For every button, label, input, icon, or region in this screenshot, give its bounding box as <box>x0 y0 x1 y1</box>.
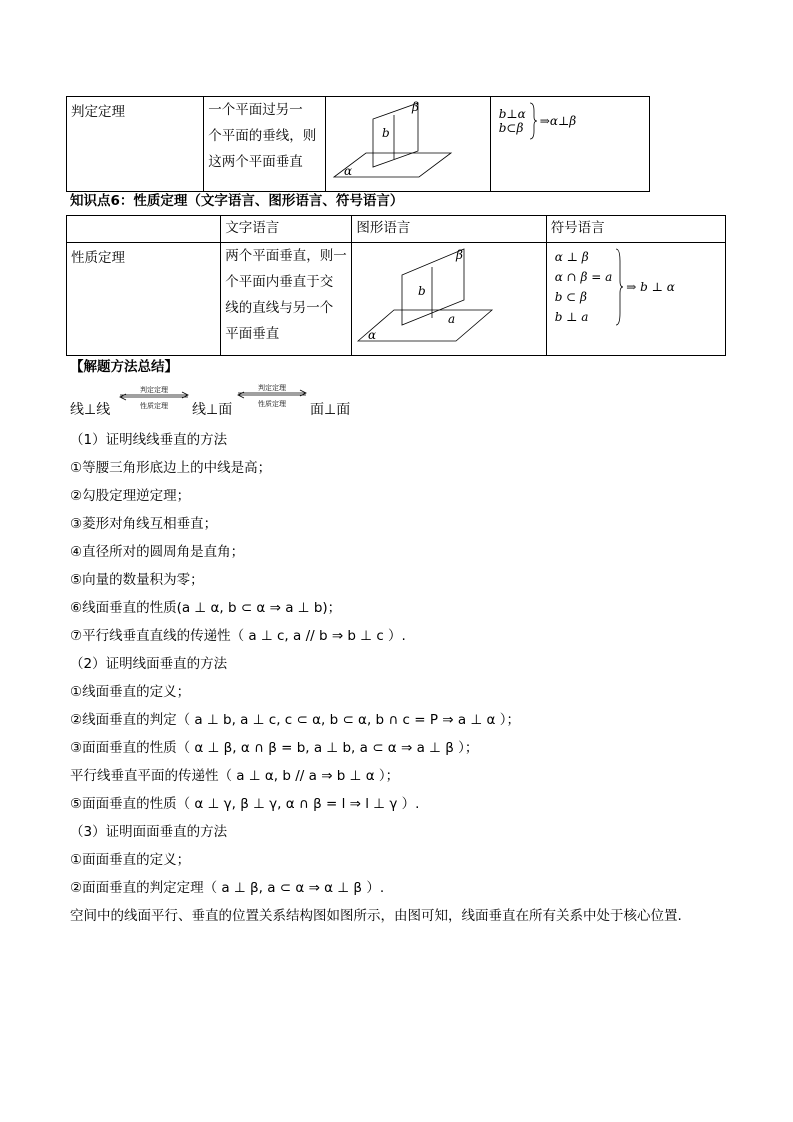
header-cell: 符号语言 <box>546 216 725 243</box>
row-name-cell <box>67 97 204 192</box>
figure-cell <box>352 243 546 356</box>
list-item: ②线面垂直的判定（ a ⊥ b, a ⊥ c, c ⊂ α, b ⊂ α, b ∩ c = P ⇒ a ⊥ α ）； <box>70 712 520 728</box>
text-line: 个平面的垂线，则 <box>208 128 317 144</box>
header-cell: 图形语言 <box>352 216 546 243</box>
list-item: ①等腰三角形底边上的中线是高； <box>70 460 272 476</box>
symbol-line: α ⊥ β <box>554 250 589 264</box>
symbol-line: b⊥α <box>498 107 526 121</box>
list-item: ③菱形对角线互相垂直； <box>70 516 218 532</box>
label-b: b <box>418 284 427 298</box>
symbol-result: ⇒α⊥β <box>539 114 577 128</box>
symbol-line: b ⊂ β <box>554 290 587 304</box>
double-arrow <box>236 383 308 419</box>
list-item: ①面面垂直的定义； <box>70 852 191 868</box>
list-item: ⑦平行线垂直直线的传递性（ a ⊥ c, a // b ⇒ b ⊥ c ）. <box>70 628 406 644</box>
list-item: ③面面垂直的性质（ α ⊥ β, α ∩ β = b, a ⊥ b, a ⊂ α ⇒ a ⊥ β ）； <box>70 740 479 756</box>
label-a: a <box>448 312 456 326</box>
arrow-bottom-label: 性质定理 <box>140 402 168 410</box>
summary-heading: 【解题方法总结】 <box>70 359 178 375</box>
symbol-cell <box>490 97 649 192</box>
section-heading: 知识点6：性质定理（文字语言、图形语言、符号语言） <box>70 193 404 209</box>
text-line: 个平面内垂直于交 <box>225 274 334 290</box>
brace-icon <box>614 247 624 327</box>
header-row <box>67 216 726 243</box>
symbol-line: α ∩ β = a <box>554 270 613 284</box>
list-item: ⑥线面垂直的性质(a ⊥ α, b ⊂ α ⇒ a ⊥ b)； <box>70 600 342 616</box>
label-beta: β <box>456 248 464 262</box>
text-language-cell <box>204 97 326 192</box>
figure-cell <box>326 97 490 192</box>
text-line: 这两个平面垂直 <box>208 154 303 170</box>
subheading-2: （2）证明线面垂直的方法 <box>70 656 228 672</box>
label-alpha: α <box>368 328 377 342</box>
summary-content <box>70 426 750 930</box>
brace-icon <box>528 101 538 141</box>
criterion-table <box>66 96 650 192</box>
header-cell <box>67 216 221 243</box>
row-name: 性质定理 <box>71 250 125 266</box>
text-language-cell <box>221 243 352 356</box>
list-item: ⑤向量的数量积为零； <box>70 572 204 588</box>
perpendicular-chain <box>70 383 390 423</box>
row-name: 判定定理 <box>71 104 125 120</box>
subheading-1: （1）证明线线垂直的方法 <box>70 432 228 448</box>
arrow-top-label: 判定定理 <box>140 386 168 394</box>
closing-paragraph: 空间中的线面平行、垂直的位置关系结构图如图所示，由图可知，线面垂直在所有关系中处于核心位置. <box>70 908 682 924</box>
list-item: ②面面垂直的判定定理（ a ⊥ β, a ⊂ α ⇒ α ⊥ β ）. <box>70 880 385 896</box>
text-line: 线的直线与另一个 <box>225 300 334 316</box>
label-beta: β <box>412 100 420 114</box>
label-alpha: α <box>344 164 353 178</box>
perpendicular-planes-figure <box>352 243 545 351</box>
chain-line-plane: 线⊥面 <box>192 402 233 418</box>
label-b: b <box>382 126 391 140</box>
chain-line-line: 线⊥线 <box>70 402 111 418</box>
text-line: 平面垂直 <box>225 326 280 342</box>
list-item: ②勾股定理逆定理； <box>70 488 191 504</box>
symbol-result: ⇒ b ⊥ α <box>626 280 675 294</box>
double-arrow <box>118 383 190 419</box>
perpendicular-planes-figure <box>326 97 489 187</box>
symbol-cell <box>546 243 725 356</box>
property-table <box>66 215 726 356</box>
arrow-bottom-label: 性质定理 <box>258 400 286 408</box>
list-item: ④直径所对的圆周角是直角； <box>70 544 245 560</box>
row-name-cell <box>67 243 221 356</box>
arrow-top-label: 判定定理 <box>258 384 286 392</box>
list-item: 平行线垂直平面的传递性（ a ⊥ α, b // a ⇒ b ⊥ α ）； <box>70 768 400 784</box>
symbol-line: b ⊥ a <box>554 310 589 324</box>
chain-plane-plane: 面⊥面 <box>310 402 351 418</box>
text-line: 一个平面过另一 <box>208 102 303 118</box>
subheading-3: （3）证明面面垂直的方法 <box>70 824 228 840</box>
text-line: 两个平面垂直，则一 <box>225 248 347 264</box>
list-item: ⑤面面垂直的性质（ α ⊥ γ, β ⊥ γ, α ∩ β = l ⇒ l ⊥ γ ）. <box>70 796 420 812</box>
list-item: ①线面垂直的定义； <box>70 684 191 700</box>
plane-alpha <box>358 310 492 341</box>
header-cell: 文字语言 <box>221 216 352 243</box>
symbol-line: b⊂β <box>498 121 524 135</box>
